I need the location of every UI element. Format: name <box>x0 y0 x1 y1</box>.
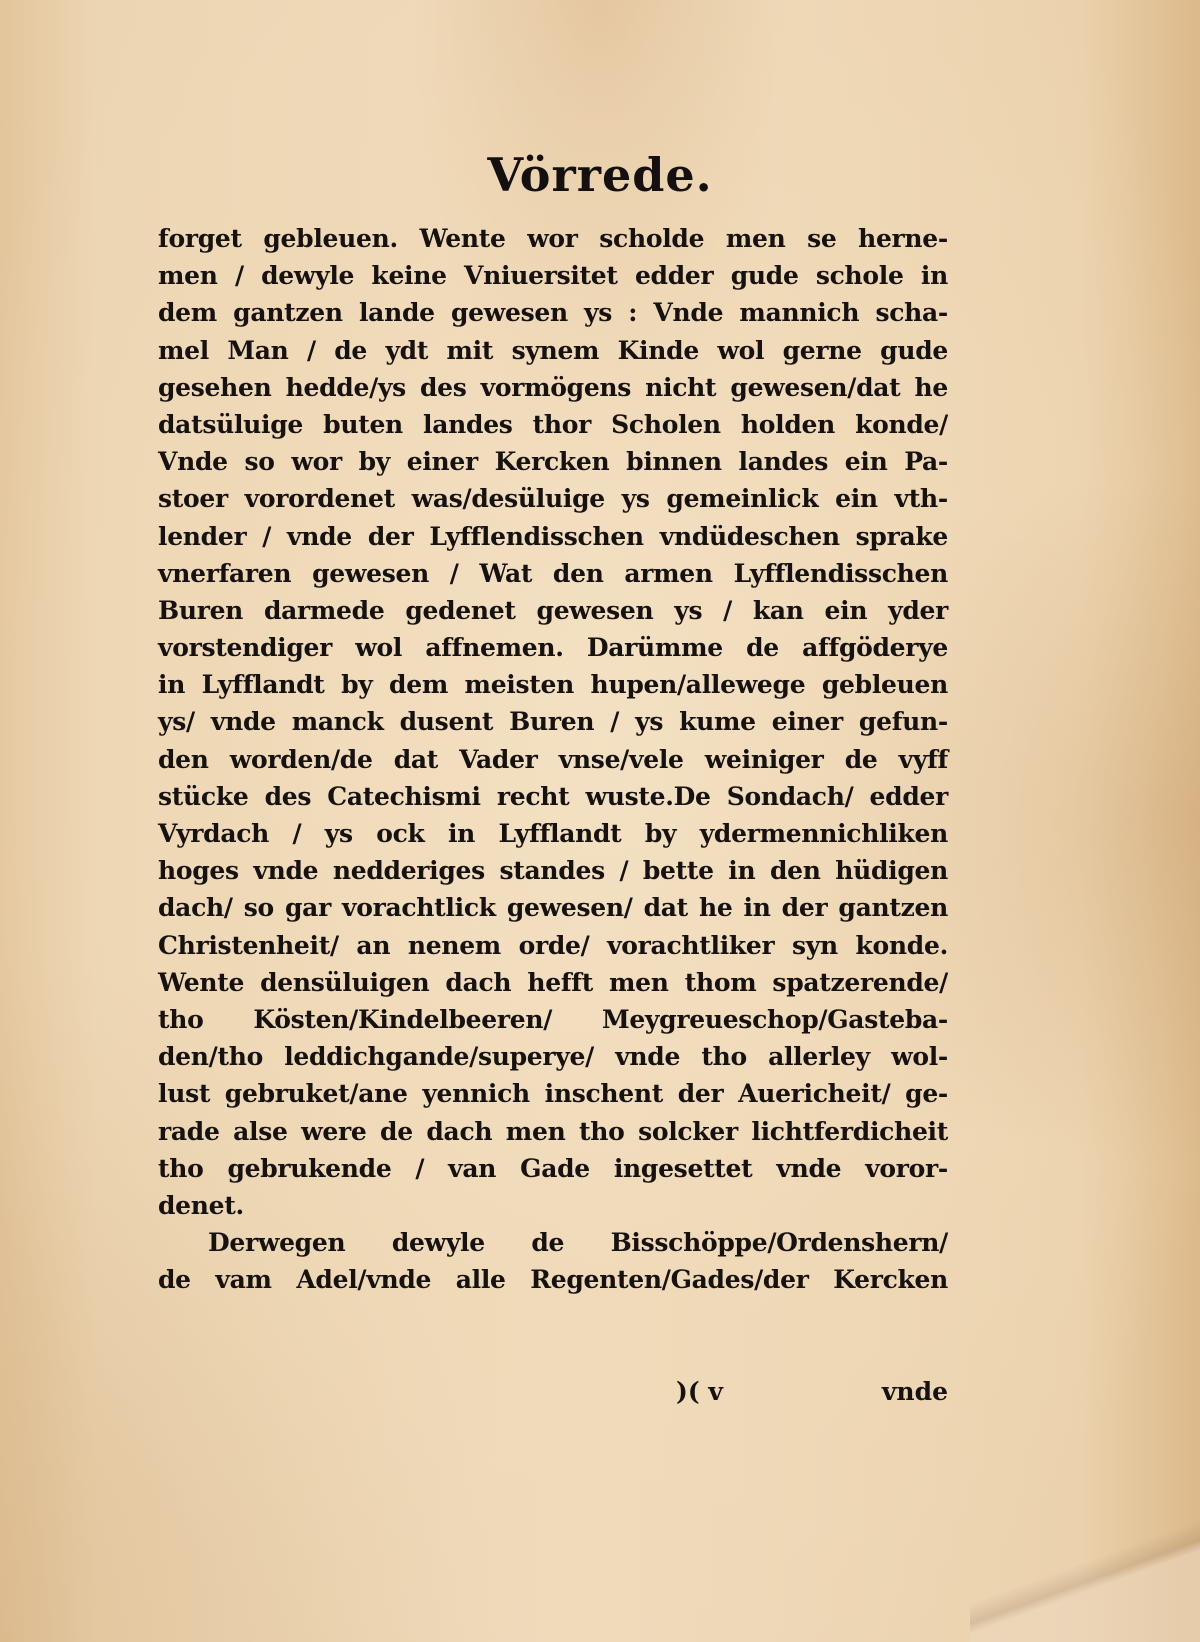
text-line: lender / vnde der Lyfflendisschen vndüdeschen sprake <box>158 521 948 551</box>
text-line: rade alse were de dach men tho solcker lichtferdicheit <box>158 1116 948 1146</box>
page-heading: Vörrede. <box>487 148 713 202</box>
text-line: dach/ so gar vorachtlick gewesen/ dat he in der gantzen <box>158 893 948 923</box>
paragraph-start-line: Derwegen dewyle de Bisschöppe/Ordenshern/ <box>208 1228 948 1258</box>
text-line: forget gebleuen. Wente wor scholde men se herne- <box>158 224 948 253</box>
text-line: hoges vnde nedderiges standes / bette in den hüdigen <box>158 856 948 886</box>
text-line: Vyrdach / ys ock in Lyfflandt by ydermennichliken <box>158 819 948 848</box>
text-line: stoer vorordenet was/desüluige ys gemeinlick ein vth- <box>158 484 948 514</box>
text-line: de vam Adel/vnde alle Regenten/Gades/der Kercken <box>158 1265 948 1295</box>
text-line: stücke des Catechismi recht wuste.De Sondach/ edder <box>158 781 948 811</box>
page-stain <box>970 1522 1200 1642</box>
text-line: mel Man / de ydt mit synem Kinde wol gerne gude <box>158 335 948 365</box>
text-line: ys/ vnde manck dusent Buren / ys kume einer gefun- <box>158 707 948 737</box>
text-line: men / dewyle keine Vniuersitet edder gude schole in <box>158 261 948 291</box>
text-line: denet. <box>158 1190 244 1220</box>
text-line: dem gantzen lande gewesen ys : Vnde mannich scha- <box>158 298 948 328</box>
catchword: vnde <box>881 1377 948 1406</box>
text-line: tho gebrukende / van Gade ingesettet vnde voror- <box>158 1153 948 1183</box>
body-text <box>158 220 948 1298</box>
text-line: den/tho leddichgande/superye/ vnde tho allerley wol- <box>158 1042 948 1072</box>
text-line: Wente densüluigen dach hefft men thom spatzerende/ <box>158 967 948 997</box>
text-line: gesehen hedde/ys des vormögens nicht gewesen/dat he <box>158 372 948 402</box>
text-line: datsüluige buten landes thor Scholen holden konde/ <box>158 409 948 439</box>
text-line: tho Kösten/Kindelbeeren/ Meygreueschop/Gasteba- <box>158 1004 948 1034</box>
text-line: den worden/de dat Vader vnse/vele weiniger de vyff <box>158 744 948 774</box>
text-line: vorstendiger wol affnemen. Darümme de affgöderye <box>158 633 948 663</box>
signature-mark: )( v <box>676 1377 723 1406</box>
text-line: Buren darmede gedenet gewesen ys / kan ein yder <box>158 595 948 625</box>
text-line: vnerfaren gewesen / Wat den armen Lyfflendisschen <box>158 558 948 588</box>
text-line: in Lyfflandt by dem meisten hupen/allewege gebleuen <box>158 670 948 700</box>
page-footer <box>158 1377 948 1414</box>
text-line: lust gebruket/ane yennich inschent der Auericheit/ ge- <box>158 1079 948 1109</box>
text-line: Christenheit/ an nenem orde/ vorachtliker syn konde. <box>158 930 948 960</box>
text-line: Vnde so wor by einer Kercken binnen landes ein Pa- <box>158 447 948 477</box>
